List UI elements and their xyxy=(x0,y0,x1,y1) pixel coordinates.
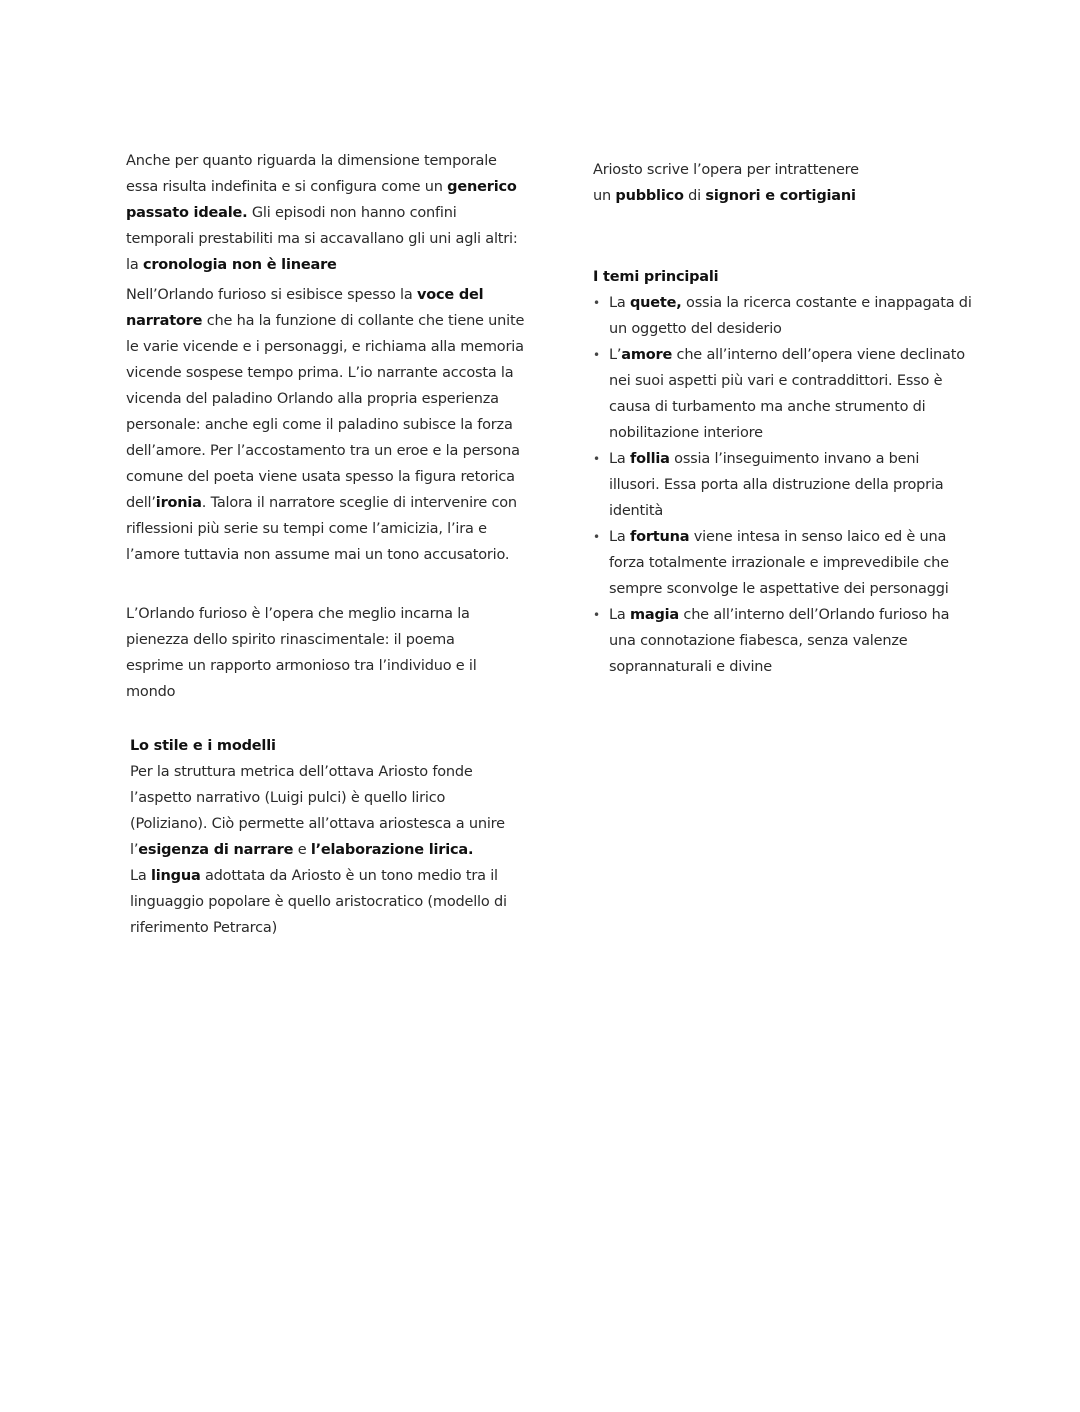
paragraph-renaissance-spirit: L’Orlando furioso è l’opera che meglio incarna la pienezza dello spirito rinascimentale: il poema esprime un rapporto armonioso tra l’individuo e il mondo xyxy=(126,606,477,700)
bold-term: amore xyxy=(621,347,673,363)
bold-term: cronologia non è lineare xyxy=(142,257,337,273)
bold-term: magia xyxy=(629,607,680,623)
paragraph-audience: Ariosto scrive l’opera per intrattenere un pubblico di signori e cortigiani xyxy=(593,162,859,204)
bold-term: generico passato ideale. xyxy=(126,179,517,221)
bold-term: fortuna xyxy=(629,529,690,545)
bold-term: pubblico xyxy=(615,188,684,204)
bold-term: l’elaborazione lirica. xyxy=(310,842,474,858)
paragraph-narrator-voice: Nell’Orlando furioso si esibisce spesso la voce del narratore che ha la funzione di collante che tiene unite le varie vicende e i personaggi, e richiama alla memoria vicende sospese tempo prima. L’io narrante accosta la vicenda del paladino Orlando alla propria esperienza personale: anche egli come il paladino subisce la forza dell’amore. Per l’accostamento tra un eroe e la persona comune del poeta viene usata spesso la figura retorica dell’ironia. Talora il narratore sceglie di intervenire con riflessioni più serie su tempi come l’amicizia, l’ira e l’amore tuttavia non assume mai un tono accusatorio. xyxy=(126,287,525,563)
bold-term: voce del narratore xyxy=(126,287,484,329)
section-style-and-models: Lo stile e i modelli Per la struttura metrica dell’ottava Ariosto fonde l’aspetto narrativo (Luigi pulci) è quello lirico (Poliziano). Ciò permette all’ottava ariostesca a unire l’esigenza di narrare e l’elaborazione lirica. La lingua adottata da Ariosto è un tono medio tra il linguaggio popolare è quello aristocratico (modello di riferimento Petrarca) xyxy=(130,733,520,941)
bold-term: esigenza di narrare xyxy=(138,842,294,858)
section-heading: Lo stile e i modelli xyxy=(130,738,276,754)
list-item: • La quete, ossia la ricerca costante e inappagata di un oggetto del desiderio xyxy=(593,290,973,342)
section-main-themes xyxy=(593,264,973,680)
paragraph-temporal-dimension: Anche per quanto riguarda la dimensione temporale essa risulta indefinita e si configura come un generico passato ideale. Gli episodi non hanno confini temporali prestabiliti ma si accavallano gli uni agli altri: la cronologia non è lineare xyxy=(126,153,518,273)
section-heading: I temi principali xyxy=(593,269,719,285)
list-item: • La magia che all’interno dell’Orlando furioso ha una connotazione fiabesca, senza valenze soprannaturali e divine xyxy=(593,602,973,680)
bold-term: signori e cortigiani xyxy=(705,188,856,204)
bold-term: quete, xyxy=(629,295,682,311)
themes-list xyxy=(593,290,973,680)
list-item: • La follia ossia l’inseguimento invano a beni illusori. Essa porta alla distruzione della propria identità xyxy=(593,446,973,524)
bold-term: ironia xyxy=(155,495,202,511)
bold-term: follia xyxy=(629,451,670,467)
list-item: • L’amore che all’interno dell’opera viene declinato nei suoi aspetti più vari e contraddittori. Esso è causa di turbamento ma anche strumento di nobilitazione interiore xyxy=(593,342,973,446)
bold-term: lingua xyxy=(150,868,201,884)
list-item: • La fortuna viene intesa in senso laico ed è una forza totalmente irrazionale e imprevedibile che sempre sconvolge le aspettative dei personaggi xyxy=(593,524,973,602)
